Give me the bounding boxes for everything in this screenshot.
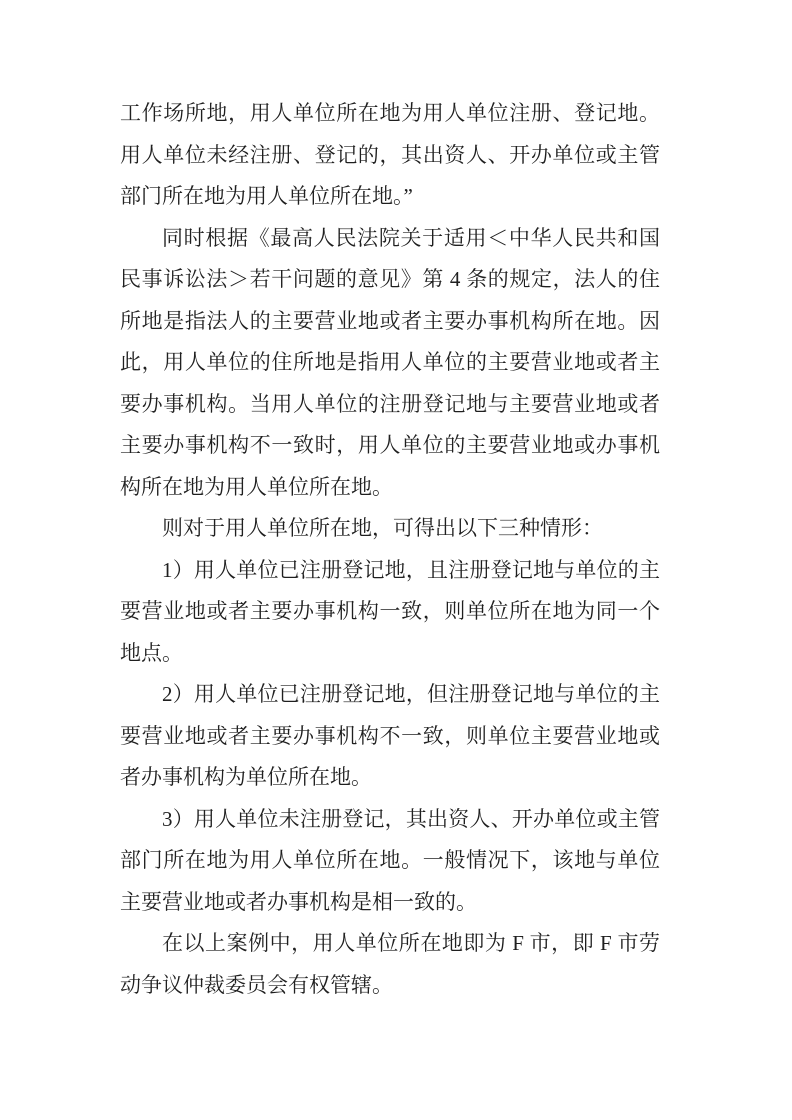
paragraph [120,923,660,1006]
text-line: 要营业地或者主要办事机构一致，则单位所在地为同一个 [120,599,660,623]
text-line: 要营业地或者主要办事机构不一致，则单位主要营业地或 [120,723,660,748]
text-line: 2）用人单位已注册登记地，但注册登记地与单位的主 [162,682,660,706]
text-line: 同时根据《最高人民法院关于适用＜中华人民共和国 [162,225,660,250]
text-line: 在以上案例中，用人单位所在地即为 F 市，即 F 市劳 [162,931,660,955]
paragraph [120,508,660,550]
text-line: 用人单位未经注册、登记的，其出资人、开办单位或主管 [120,142,660,167]
text-line: 主要营业地或者办事机构是相一致的。 [120,889,477,914]
paragraph [120,799,660,924]
text-line: 则对于用人单位所在地，可得出以下三种情形： [162,516,603,540]
text-line: 此，用人单位的住所地是指用人单位的主要营业地或者主 [120,350,660,374]
text-line: 主要办事机构不一致时，用人单位的主要营业地或办事机 [120,433,660,457]
paragraph [120,550,660,675]
text-line: 地点。 [120,640,183,665]
paragraph [120,93,660,218]
text-line: 要办事机构。当用人单位的注册登记地与主要营业地或者 [120,391,660,416]
text-line: 工作场所地，用人单位所在地为用人单位注册、登记地。 [120,101,660,125]
text-line: 民事诉讼法＞若干问题的意见》第 4 条的规定，法人的住 [120,267,660,291]
text-line: 所地是指法人的主要营业地或者主要办事机构所在地。因 [120,308,660,333]
text-block [120,93,660,1006]
text-line: 者办事机构为单位所在地。 [120,765,372,789]
text-line: 动争议仲裁委员会有权管辖。 [120,972,393,997]
paragraph [120,218,660,509]
paragraph [120,674,660,799]
text-line: 1）用人单位已注册登记地，且注册登记地与单位的主 [162,557,660,582]
text-line: 3）用人单位未注册登记，其出资人、开办单位或主管 [162,806,660,831]
text-line: 部门所在地为用人单位所在地。一般情况下，该地与单位 [120,848,660,872]
text-line: 部门所在地为用人单位所在地。” [120,184,413,208]
text-line: 构所在地为用人单位所在地。 [120,474,393,499]
